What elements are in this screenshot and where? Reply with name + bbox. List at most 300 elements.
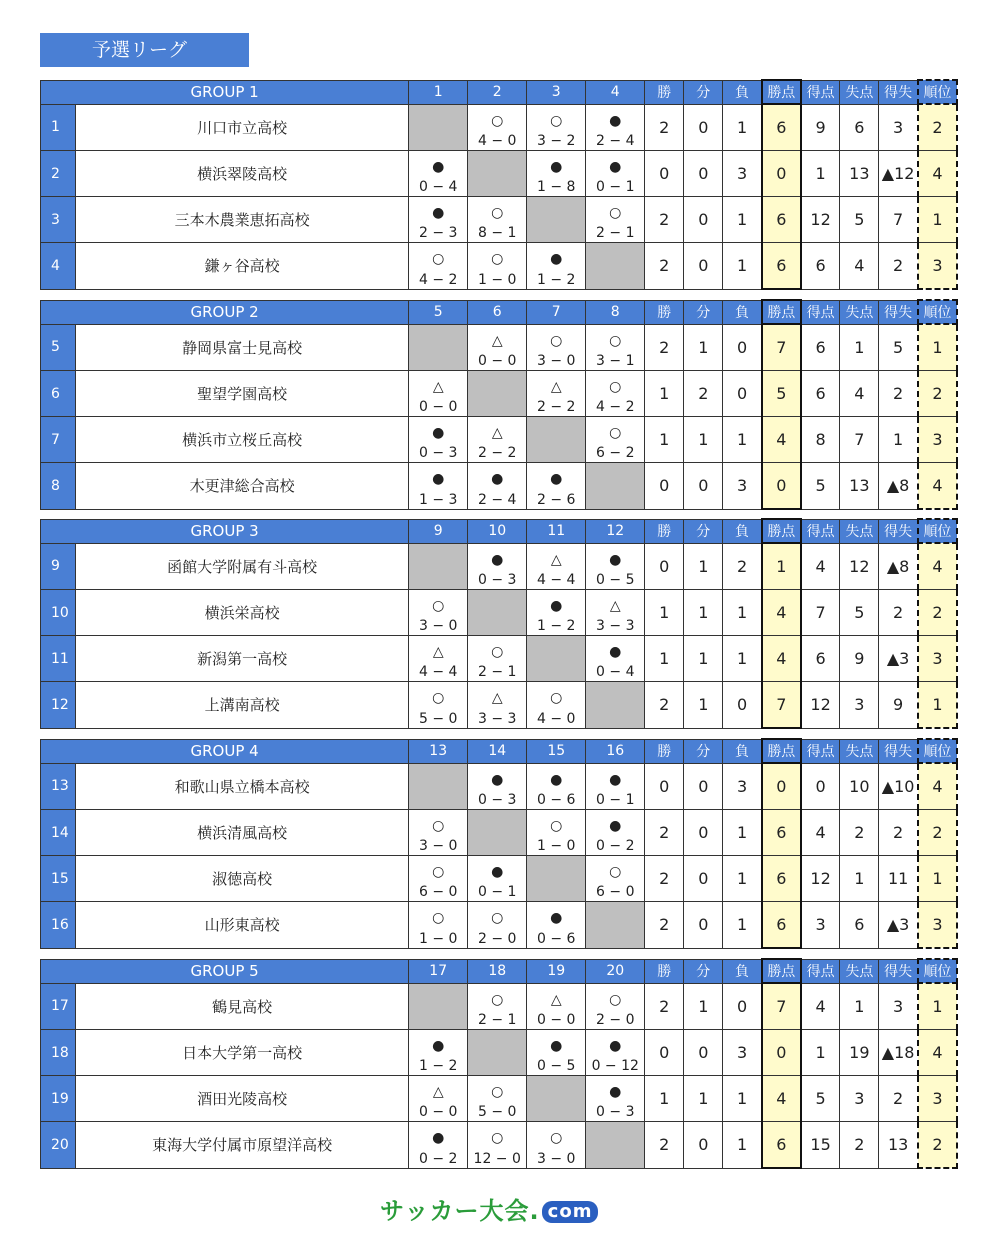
points: 6 <box>762 1122 801 1169</box>
match-result-cell <box>468 197 527 243</box>
wins: 0 <box>645 463 684 510</box>
rank: 3 <box>918 1076 957 1122</box>
header-points: 勝点 <box>762 80 801 104</box>
team-row <box>41 682 958 729</box>
goal-difference: ▲3 <box>879 636 918 682</box>
team-number: 20 <box>41 1122 76 1169</box>
opponent-col-header: 1 <box>409 80 468 104</box>
header-goals-against: 失点 <box>840 519 879 543</box>
match-result-cell <box>527 151 586 197</box>
points: 1 <box>762 543 801 590</box>
draws: 1 <box>684 324 723 371</box>
match-result-cell <box>409 1076 468 1122</box>
losses: 1 <box>723 104 762 151</box>
result-mark: ● <box>550 1038 563 1054</box>
losses: 1 <box>723 856 762 902</box>
opponent-col-header: 20 <box>586 959 645 983</box>
result-mark: ● <box>491 551 504 568</box>
self-match-cell <box>468 151 527 197</box>
header-points: 勝点 <box>762 519 801 543</box>
opponent-col-header: 14 <box>468 739 527 763</box>
draws: 1 <box>684 983 723 1030</box>
draws: 0 <box>684 1122 723 1169</box>
self-match-cell <box>468 1030 527 1076</box>
team-number: 17 <box>41 983 76 1030</box>
group-header-row <box>41 959 958 983</box>
match-result-cell <box>468 856 527 902</box>
header-points: 勝点 <box>762 739 801 763</box>
match-score: 3 − 1 <box>596 353 635 369</box>
match-result-cell <box>409 590 468 636</box>
match-score: 0 − 3 <box>418 445 458 461</box>
goal-difference: 5 <box>879 324 918 371</box>
result-mark: ● <box>550 910 563 926</box>
points: 0 <box>762 463 801 510</box>
goals-against: 4 <box>840 371 879 417</box>
match-score: 3 − 3 <box>478 710 517 727</box>
losses: 1 <box>723 590 762 636</box>
losses: 3 <box>723 1030 762 1076</box>
goals-for: 8 <box>801 417 840 463</box>
result-mark: ● <box>550 771 563 788</box>
rank: 4 <box>918 151 957 197</box>
match-result-cell <box>468 983 527 1030</box>
goal-difference: 9 <box>879 682 918 729</box>
match-score: 2 − 0 <box>596 1012 635 1028</box>
match-result-cell <box>527 590 586 636</box>
team-number: 4 <box>41 243 76 290</box>
match-result-cell <box>468 636 527 682</box>
self-match-cell <box>527 417 586 463</box>
header-draw: 分 <box>684 80 723 104</box>
result-mark: ● <box>609 771 622 788</box>
match-score: 1 − 0 <box>418 930 458 947</box>
team-number: 15 <box>41 856 76 902</box>
group-name: GROUP 1 <box>41 80 409 104</box>
goals-for: 4 <box>801 983 840 1030</box>
goals-for: 5 <box>801 1076 840 1122</box>
opponent-col-header: 15 <box>527 739 586 763</box>
goals-against: 4 <box>840 243 879 290</box>
header-goal-diff: 得失 <box>879 739 918 763</box>
match-score: 5 − 0 <box>418 710 458 727</box>
result-mark: ○ <box>491 112 504 129</box>
goal-difference: 1 <box>879 417 918 463</box>
match-score: 2 − 2 <box>478 445 517 461</box>
goal-difference: 2 <box>879 590 918 636</box>
rank: 2 <box>918 1122 957 1169</box>
team-number: 10 <box>41 590 76 636</box>
header-rank: 順位 <box>918 739 957 763</box>
result-mark: ○ <box>550 332 563 349</box>
match-result-cell <box>468 763 527 810</box>
points: 6 <box>762 197 801 243</box>
team-row <box>41 197 958 243</box>
header-goals-for: 得点 <box>801 519 840 543</box>
logo-dot: . <box>529 1197 540 1225</box>
losses: 3 <box>723 463 762 510</box>
match-score: 2 − 2 <box>537 399 576 415</box>
logo-com-badge: com <box>542 1201 599 1223</box>
match-result-cell <box>527 243 586 290</box>
match-result-cell <box>586 763 645 810</box>
losses: 0 <box>723 324 762 371</box>
header-win: 勝 <box>645 739 684 763</box>
goals-against: 2 <box>840 810 879 856</box>
match-result-cell <box>409 197 468 243</box>
match-score: 4 − 4 <box>418 664 458 680</box>
match-result-cell <box>527 463 586 510</box>
site-logo[interactable] <box>380 1191 598 1226</box>
goals-for: 0 <box>801 763 840 810</box>
result-mark: △ <box>550 551 562 568</box>
goal-difference: 2 <box>879 810 918 856</box>
result-mark: ● <box>491 471 504 487</box>
team-number: 8 <box>41 463 76 510</box>
wins: 2 <box>645 902 684 949</box>
result-mark: ● <box>550 598 563 614</box>
header-loss: 負 <box>723 80 762 104</box>
draws: 2 <box>684 371 723 417</box>
goals-against: 2 <box>840 1122 879 1169</box>
match-result-cell <box>586 417 645 463</box>
team-row <box>41 763 958 810</box>
logo-text: サッカー大会 <box>380 1197 530 1225</box>
goals-against: 1 <box>840 856 879 902</box>
match-result-cell <box>527 682 586 729</box>
header-draw: 分 <box>684 959 723 983</box>
team-name: 横浜清風高校 <box>76 810 409 856</box>
goals-for: 15 <box>801 1122 840 1169</box>
rank: 3 <box>918 902 957 949</box>
group-1 <box>40 79 958 290</box>
goals-against: 3 <box>840 682 879 729</box>
points: 5 <box>762 371 801 417</box>
header-draw: 分 <box>684 739 723 763</box>
match-score: 3 − 2 <box>537 133 576 149</box>
goals-against: 7 <box>840 417 879 463</box>
match-score: 8 − 1 <box>478 225 517 241</box>
team-number: 13 <box>41 763 76 810</box>
result-mark: ● <box>491 771 504 788</box>
result-mark: ● <box>609 159 622 175</box>
match-score: 3 − 3 <box>596 618 635 634</box>
match-result-cell <box>527 810 586 856</box>
group-header-row <box>41 300 958 324</box>
header-rank: 順位 <box>918 80 957 104</box>
opponent-col-header: 16 <box>586 739 645 763</box>
match-score: 0 − 5 <box>537 1058 576 1074</box>
team-name: 日本大学第一高校 <box>76 1030 409 1076</box>
team-row <box>41 1122 958 1169</box>
points: 7 <box>762 324 801 371</box>
wins: 2 <box>645 197 684 243</box>
goals-for: 6 <box>801 243 840 290</box>
draws: 1 <box>684 543 723 590</box>
match-result-cell <box>527 1030 586 1076</box>
group-table <box>40 79 958 290</box>
match-result-cell <box>527 324 586 371</box>
page-title: 予選リーグ <box>40 33 249 67</box>
match-score: 1 − 3 <box>418 491 458 508</box>
team-row <box>41 543 958 590</box>
match-result-cell <box>409 151 468 197</box>
result-mark: ○ <box>432 818 445 834</box>
losses: 1 <box>723 243 762 290</box>
match-result-cell <box>409 463 468 510</box>
team-row <box>41 104 958 151</box>
header-draw: 分 <box>684 300 723 324</box>
self-match-cell <box>468 590 527 636</box>
match-score: 0 − 2 <box>596 838 635 854</box>
match-result-cell <box>409 371 468 417</box>
draws: 0 <box>684 810 723 856</box>
team-number: 6 <box>41 371 76 417</box>
team-name: 函館大学附属有斗高校 <box>76 543 409 590</box>
team-number: 18 <box>41 1030 76 1076</box>
wins: 1 <box>645 590 684 636</box>
goals-for: 1 <box>801 1030 840 1076</box>
result-mark: ○ <box>491 205 504 221</box>
header-goals-for: 得点 <box>801 739 840 763</box>
points: 0 <box>762 1030 801 1076</box>
wins: 1 <box>645 1076 684 1122</box>
team-name: 三本木農業恵拓高校 <box>76 197 409 243</box>
losses: 1 <box>723 417 762 463</box>
opponent-col-header: 12 <box>586 519 645 543</box>
result-mark: ○ <box>491 991 504 1008</box>
team-number: 2 <box>41 151 76 197</box>
draws: 0 <box>684 763 723 810</box>
result-mark: ● <box>550 159 563 175</box>
match-result-cell <box>586 371 645 417</box>
result-mark: △ <box>491 425 503 441</box>
goal-difference: ▲3 <box>879 902 918 949</box>
match-score: 1 − 2 <box>537 271 576 288</box>
self-match-cell <box>409 983 468 1030</box>
draws: 1 <box>684 1076 723 1122</box>
match-score: 6 − 2 <box>596 445 635 461</box>
team-name: 横浜翠陵高校 <box>76 151 409 197</box>
opponent-col-header: 6 <box>468 300 527 324</box>
wins: 1 <box>645 636 684 682</box>
team-row <box>41 810 958 856</box>
result-mark: △ <box>432 1084 444 1100</box>
result-mark: △ <box>491 332 503 349</box>
result-mark: ● <box>432 471 445 487</box>
result-mark: ● <box>609 818 622 834</box>
team-row <box>41 902 958 949</box>
goals-for: 4 <box>801 543 840 590</box>
match-result-cell <box>409 636 468 682</box>
rank: 2 <box>918 104 957 151</box>
result-mark: ○ <box>550 690 563 706</box>
result-mark: ○ <box>609 425 622 441</box>
match-score: 4 − 0 <box>537 710 576 727</box>
self-match-cell <box>586 682 645 729</box>
header-loss: 負 <box>723 959 762 983</box>
goal-difference: ▲18 <box>879 1030 918 1076</box>
header-points: 勝点 <box>762 959 801 983</box>
draws: 1 <box>684 590 723 636</box>
points: 4 <box>762 636 801 682</box>
header-points: 勝点 <box>762 300 801 324</box>
group-table <box>40 299 958 510</box>
team-number: 11 <box>41 636 76 682</box>
goal-difference: 13 <box>879 1122 918 1169</box>
group-5 <box>40 958 958 1169</box>
goal-difference: ▲8 <box>879 543 918 590</box>
goals-against: 5 <box>840 590 879 636</box>
match-score: 3 − 0 <box>537 1150 576 1167</box>
header-draw: 分 <box>684 519 723 543</box>
match-score: 0 − 6 <box>537 792 576 808</box>
match-score: 1 − 2 <box>418 1058 458 1074</box>
match-result-cell <box>468 104 527 151</box>
team-row <box>41 856 958 902</box>
group-table <box>40 738 958 949</box>
result-mark: ○ <box>491 910 504 926</box>
match-score: 6 − 0 <box>596 884 635 900</box>
result-mark: ○ <box>432 690 445 706</box>
opponent-col-header: 11 <box>527 519 586 543</box>
team-name: 山形東高校 <box>76 902 409 949</box>
match-score: 0 − 0 <box>418 1104 458 1120</box>
opponent-col-header: 5 <box>409 300 468 324</box>
result-mark: △ <box>432 379 444 395</box>
rank: 4 <box>918 463 957 510</box>
draws: 0 <box>684 243 723 290</box>
match-score: 0 − 6 <box>537 930 576 947</box>
match-result-cell <box>409 1030 468 1076</box>
match-score: 12 − 0 <box>473 1150 521 1167</box>
match-result-cell <box>586 636 645 682</box>
match-result-cell <box>586 1030 645 1076</box>
losses: 0 <box>723 371 762 417</box>
result-mark: ● <box>432 1038 445 1054</box>
result-mark: ● <box>609 1038 622 1054</box>
team-number: 19 <box>41 1076 76 1122</box>
group-table <box>40 958 958 1169</box>
opponent-col-header: 17 <box>409 959 468 983</box>
goals-for: 6 <box>801 371 840 417</box>
self-match-cell <box>586 463 645 510</box>
match-result-cell <box>586 810 645 856</box>
draws: 0 <box>684 856 723 902</box>
self-match-cell <box>586 902 645 949</box>
opponent-col-header: 19 <box>527 959 586 983</box>
points: 4 <box>762 417 801 463</box>
group-header-row <box>41 519 958 543</box>
self-match-cell <box>586 1122 645 1169</box>
team-row <box>41 324 958 371</box>
goals-for: 9 <box>801 104 840 151</box>
match-score: 5 − 0 <box>478 1104 517 1120</box>
match-score: 2 − 6 <box>537 491 576 508</box>
header-goal-diff: 得失 <box>879 959 918 983</box>
result-mark: ○ <box>609 205 622 221</box>
goal-difference: ▲12 <box>879 151 918 197</box>
group-3 <box>40 518 958 729</box>
goals-for: 12 <box>801 197 840 243</box>
group-table <box>40 518 958 729</box>
draws: 0 <box>684 463 723 510</box>
wins: 2 <box>645 856 684 902</box>
losses: 3 <box>723 151 762 197</box>
self-match-cell <box>586 243 645 290</box>
wins: 0 <box>645 151 684 197</box>
rank: 3 <box>918 636 957 682</box>
match-result-cell <box>468 417 527 463</box>
match-score: 0 − 1 <box>596 792 635 808</box>
result-mark: ○ <box>432 251 445 267</box>
wins: 0 <box>645 1030 684 1076</box>
losses: 2 <box>723 543 762 590</box>
result-mark: △ <box>550 379 562 395</box>
draws: 1 <box>684 417 723 463</box>
team-name: 酒田光陵高校 <box>76 1076 409 1122</box>
rank: 1 <box>918 856 957 902</box>
match-result-cell <box>468 1076 527 1122</box>
team-row <box>41 151 958 197</box>
goal-difference: 7 <box>879 197 918 243</box>
match-result-cell <box>409 682 468 729</box>
match-result-cell <box>586 197 645 243</box>
result-mark: △ <box>550 991 562 1008</box>
result-mark: ○ <box>550 1130 563 1146</box>
match-score: 6 − 0 <box>418 884 458 900</box>
match-result-cell <box>468 243 527 290</box>
match-result-cell <box>409 902 468 949</box>
losses: 1 <box>723 810 762 856</box>
goal-difference: 3 <box>879 104 918 151</box>
goal-difference: ▲10 <box>879 763 918 810</box>
rank: 2 <box>918 810 957 856</box>
result-mark: ● <box>432 159 445 175</box>
self-match-cell <box>468 371 527 417</box>
points: 6 <box>762 243 801 290</box>
match-score: 2 − 1 <box>596 225 635 241</box>
team-number: 14 <box>41 810 76 856</box>
header-win: 勝 <box>645 80 684 104</box>
points: 7 <box>762 983 801 1030</box>
draws: 0 <box>684 151 723 197</box>
wins: 2 <box>645 682 684 729</box>
goals-against: 12 <box>840 543 879 590</box>
draws: 1 <box>684 636 723 682</box>
team-row <box>41 636 958 682</box>
team-name: 木更津総合高校 <box>76 463 409 510</box>
self-match-cell <box>409 104 468 151</box>
team-name: 横浜市立桜丘高校 <box>76 417 409 463</box>
result-mark: △ <box>491 690 503 706</box>
match-result-cell <box>586 1076 645 1122</box>
losses: 1 <box>723 902 762 949</box>
points: 7 <box>762 682 801 729</box>
match-score: 4 − 0 <box>478 133 517 149</box>
match-result-cell <box>586 983 645 1030</box>
match-score: 0 − 3 <box>478 572 517 588</box>
points: 6 <box>762 810 801 856</box>
match-score: 1 − 0 <box>478 271 517 288</box>
draws: 1 <box>684 682 723 729</box>
opponent-col-header: 7 <box>527 300 586 324</box>
team-name: 鶴見高校 <box>76 983 409 1030</box>
team-number: 9 <box>41 543 76 590</box>
header-loss: 負 <box>723 519 762 543</box>
match-score: 1 − 2 <box>537 618 576 634</box>
team-row <box>41 243 958 290</box>
